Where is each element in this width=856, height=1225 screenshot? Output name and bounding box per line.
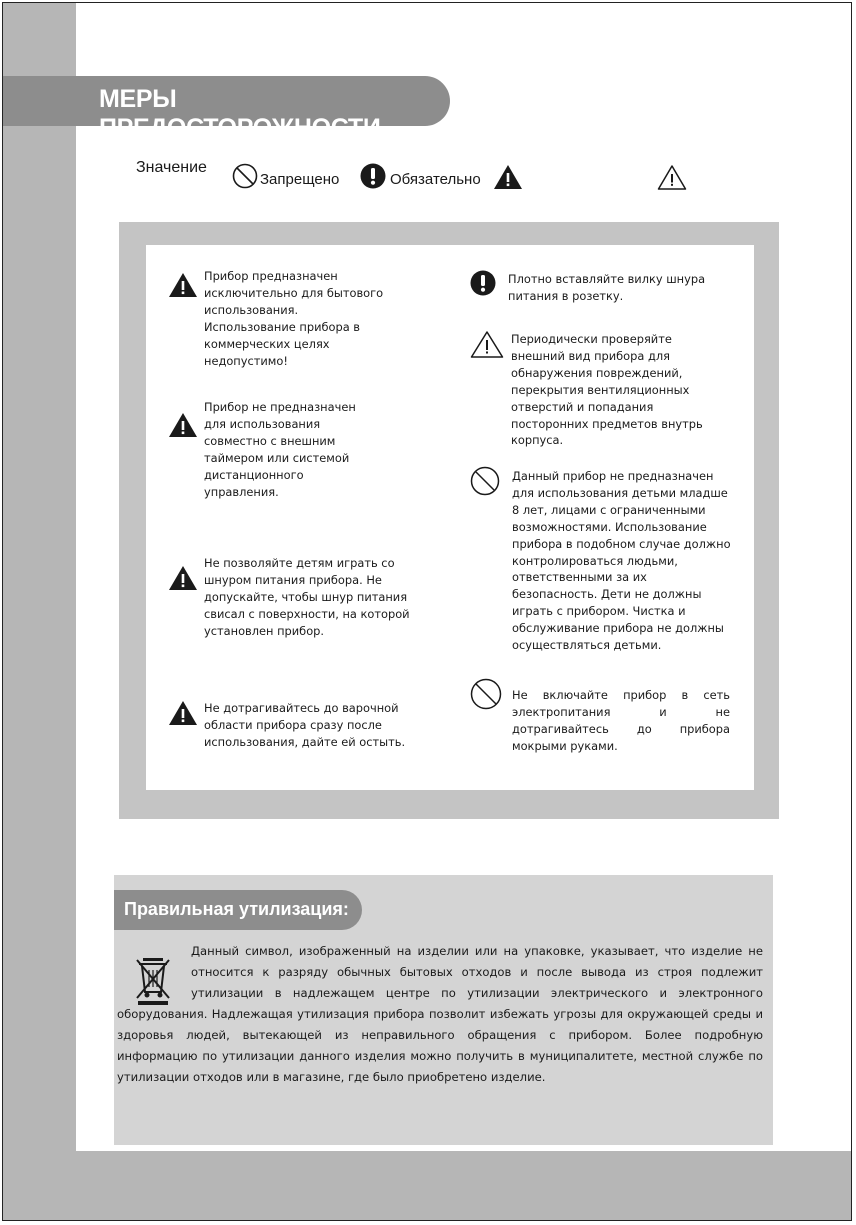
warning-filled-icon	[168, 272, 198, 298]
warning-text: Периодически проверяйте внешний вид прибора для обнаружения повреждений, перекрытия вентиляционных отверстий и попадания посторонних предметов внутрь корпуса.	[511, 332, 703, 448]
disposal-text-block	[117, 941, 763, 1088]
disposal-title-tab	[114, 890, 362, 930]
page-title: МЕРЫ ПРЕДОСТОРОЖНОСТИ	[99, 85, 381, 142]
warning-item	[168, 399, 428, 499]
warning-item	[168, 700, 428, 760]
forbidden-icon	[470, 466, 500, 496]
warning-outline-icon	[657, 164, 687, 190]
crossed-bin-icon	[133, 956, 175, 1006]
disposal-title: Правильная утилизация:	[124, 899, 349, 919]
warning-item	[470, 466, 740, 661]
section-title-tab	[3, 76, 450, 142]
warning-text: Не включайте прибор в сеть электропитания и не дотрагивайтесь до прибора мокрыми руками.	[512, 688, 730, 753]
mandatory-icon	[470, 270, 496, 296]
legend	[0, 155, 856, 195]
mandatory-icon	[360, 163, 386, 189]
forbidden-icon	[232, 163, 258, 189]
warning-outline-icon	[470, 330, 504, 358]
legend-forbidden-label: Запрещено	[260, 171, 340, 188]
warning-text: Прибор предназначен исключительно для бытового использования. Использование прибора в коммерческих целях недопустимо!	[204, 269, 384, 368]
warning-item	[168, 268, 428, 368]
warning-item	[470, 330, 740, 455]
warning-filled-icon	[168, 700, 198, 726]
warning-text: Прибор не предназначен для использования совместно с внешним таймером или системой дистанционного управления.	[204, 400, 356, 499]
warning-text: Не дотрагивайтесь до варочной области прибора сразу после использования, дайте ей остыть.	[204, 701, 406, 749]
warning-filled-icon	[168, 412, 198, 438]
warning-text: Плотно вставляйте вилку шнура питания в розетку.	[508, 272, 706, 303]
disposal-text: Данный символ, изображенный на изделии или на упаковке, указывает, что изделие не относится к разряду обычных бытовых отходов и после вывода из строя подлежит утилизации в надлежащем центре по утилизации электрического и электронного оборудования. Надлежащая утилизация прибора позволит избежать угрозы для окружающей среды и здоровья людей, вытекающей из неправильного обращения с прибором. Более подробную информацию по утилизации данного изделия можно получить в муниципалитете, местной службе по утилизации отходов или в магазине, где было приобретено изделие.	[117, 944, 763, 1084]
legend-mandatory-label: Обязательно	[390, 171, 481, 188]
warning-item	[470, 678, 740, 758]
warning-item	[470, 270, 740, 310]
legend-label: Значение	[136, 159, 207, 176]
warning-text: Не позволяйте детям играть со шнуром питания прибора. Не допускайте, чтобы шнур питания свисал с поверхности, на которой установлен прибор.	[204, 556, 410, 638]
warning-item	[168, 555, 428, 655]
forbidden-icon	[470, 678, 502, 710]
warning-filled-icon	[168, 565, 198, 591]
warning-text: Данный прибор не предназначен для использования детьми младше 8 лет, лицами с ограниченными возможностями. Использование прибора в подобном случае должно контролироваться людьми, ответственными за их безопасность. Дети не должны играть с прибором. Чистка и обслуживание прибора не должны осуществляться детьми.	[512, 469, 731, 653]
warning-filled-icon	[493, 164, 523, 190]
